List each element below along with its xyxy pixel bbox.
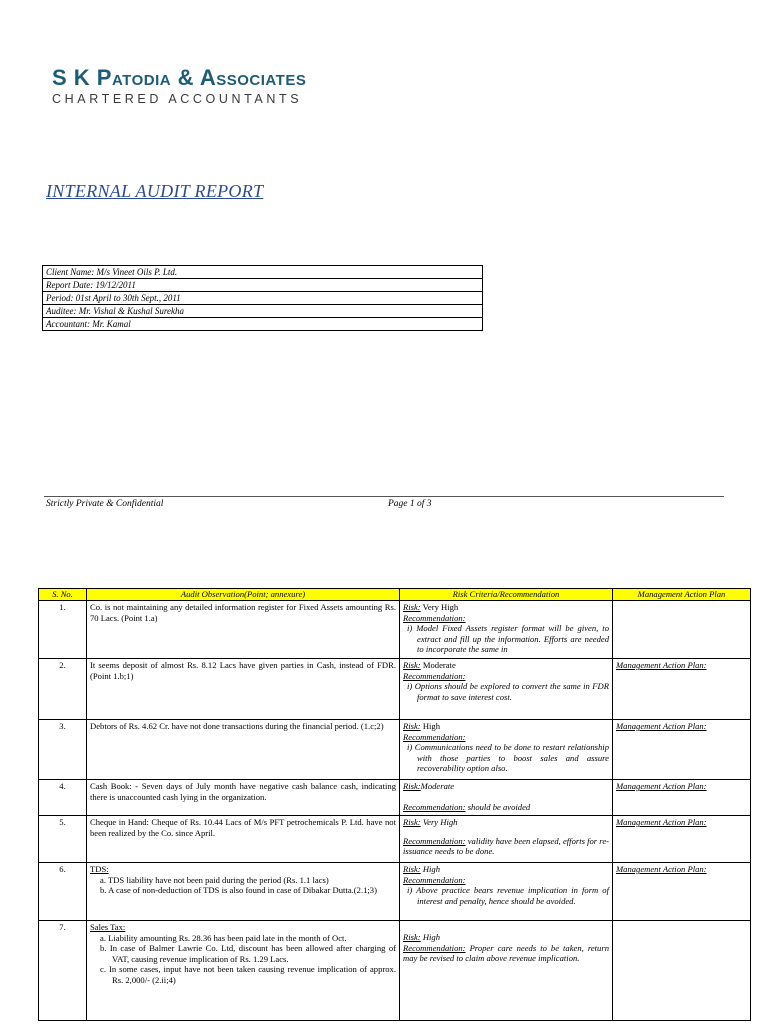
row-observation: [87, 921, 400, 1021]
audit-period: Period: 01st April to 30th Sept., 2011: [43, 292, 482, 305]
observation-heading: Sales Tax:: [90, 922, 126, 932]
risk-label: Risk:: [403, 660, 421, 670]
table-row: [39, 921, 751, 1021]
risk-label: Risk:: [403, 817, 421, 827]
row-observation: Cash Book: - Seven days of July month have negative cash balance cash, indicating there is unaccounted cash lying in the organization.: [87, 780, 400, 816]
observation-item: a. Liability amounting Rs. 28.36 has been paid late in the month of Oct.: [100, 932, 347, 943]
header-risk: Risk Criteria/Recommendation: [400, 589, 613, 601]
recommendation-text: validity have been elapsed, efforts for re-issuance needs to be done.: [403, 835, 609, 856]
recommendation-text: should be avoided: [467, 801, 531, 812]
recommendation-text: i) Options should be explored to convert the same in FDR format to save interest cost.: [407, 681, 609, 702]
recommendation-label: Recommendation:: [403, 670, 466, 681]
risk-line: [403, 817, 609, 828]
row-observation: [87, 863, 400, 921]
recommendation-label: Recommendation:: [403, 835, 466, 846]
client-info-box: [42, 265, 483, 331]
risk-level: Very High: [422, 602, 459, 612]
firm-logo: [52, 66, 306, 106]
row-sno: 2.: [39, 659, 87, 720]
recommendation-label: Recommendation:: [403, 731, 466, 742]
row-action-plan: [613, 921, 751, 1021]
table-row: [39, 720, 751, 780]
observation-item: b. In case of Balmer Lawrie Co. Ltd, discount has been allowed after charging of VAT, causing revenue implication of Rs. 1.29 Lacs.: [100, 943, 396, 964]
observation-item: a. TDS liability have not been paid during the period (Rs. 1.1 lacs): [100, 874, 329, 885]
risk-level: High: [422, 864, 441, 874]
risk-line: [403, 864, 609, 875]
recommendation-line: [403, 836, 609, 857]
recommendation-label: Recommendation:: [403, 612, 466, 623]
footer-confidential: Strictly Private & Confidential: [46, 499, 164, 509]
recommendation-label: Recommendation:: [403, 874, 466, 885]
row-action-plan: Management Action Plan:: [613, 659, 751, 720]
header-action-plan: Management Action Plan: [613, 589, 751, 601]
observation-item: b. A case of non-deduction of TDS is also found in case of Dibakar Dutta.(2.1;3): [100, 885, 377, 895]
row-action-plan: Management Action Plan:: [613, 816, 751, 863]
row-risk-cell: [400, 659, 613, 720]
recommendation-label: Recommendation:: [403, 942, 466, 953]
recommendation-line: [403, 802, 609, 813]
risk-label: Risk:: [403, 602, 421, 612]
risk-label: Risk:: [403, 932, 421, 942]
recommendation-label: Recommendation:: [403, 801, 466, 812]
risk-level: Moderate: [420, 781, 455, 791]
audit-observation-table: [38, 588, 751, 1021]
observation-heading: TDS:: [90, 864, 109, 874]
row-risk-cell: [400, 816, 613, 863]
row-action-plan: Management Action Plan:: [613, 863, 751, 921]
recommendation-line: [403, 943, 609, 964]
risk-level: Moderate: [422, 660, 456, 670]
row-risk-cell: [400, 720, 613, 780]
report-date: Report Date: 19/12/2011: [43, 279, 482, 292]
row-sno: 6.: [39, 863, 87, 921]
table-row: [39, 816, 751, 863]
row-risk-cell: [400, 921, 613, 1021]
row-sno: 1.: [39, 601, 87, 659]
table-row: [39, 659, 751, 720]
row-observation: It seems deposit of almost Rs. 8.12 Lacs have given parties in Cash, instead of FDR.(Point 1.b;1): [87, 659, 400, 720]
risk-line: [403, 781, 609, 792]
report-title: INTERNAL AUDIT REPORT: [46, 181, 264, 201]
risk-level: High: [422, 932, 441, 942]
accountant: Accountant: Mr. Kamal: [46, 319, 131, 329]
row-risk-cell: [400, 863, 613, 921]
risk-label: Risk:: [403, 721, 421, 731]
row-sno: 3.: [39, 720, 87, 780]
header-observation: Audit Observation(Point; annexure): [87, 589, 400, 601]
footer-divider: [44, 496, 724, 497]
client-name: Client Name: M/s Vineet Oils P. Ltd.: [43, 266, 482, 279]
risk-level: High: [422, 721, 441, 731]
risk-level: Very High: [422, 817, 458, 827]
row-observation: Debtors of Rs. 4.62 Cr. have not done transactions during the financial period. (1.c;2): [87, 720, 400, 780]
row-sno: 4.: [39, 780, 87, 816]
recommendation-text: i) Model Fixed Assets register format will be given, to extract and fill up the information. Efforts are needed to incorporate the same in: [407, 623, 609, 654]
risk-line: [403, 932, 609, 943]
risk-line: [403, 602, 609, 613]
row-observation: Co. is not maintaining any detailed information register for Fixed Assets amounting Rs. 70 Lacs. (Point 1.a): [87, 601, 400, 659]
row-action-plan: [613, 601, 751, 659]
risk-line: [403, 660, 609, 671]
table-row: [39, 780, 751, 816]
row-action-plan: Management Action Plan:: [613, 780, 751, 816]
row-sno: 5.: [39, 816, 87, 863]
risk-label: Risk:: [403, 781, 421, 791]
row-observation: Cheque in Hand: Cheque of Rs. 10.44 Lacs of M/s PFT petrochemicals P. Ltd. have not been realized by the Co. since April.: [87, 816, 400, 863]
recommendation-text: i) Above practice bears revenue implication in form of interest and penalty, hence should be avoided.: [407, 885, 609, 906]
table-row: [39, 601, 751, 659]
table-header-row: [39, 589, 751, 601]
header-sno: S. No.: [39, 589, 87, 601]
row-sno: 7.: [39, 921, 87, 1021]
row-risk-cell: [400, 601, 613, 659]
risk-line: [403, 721, 609, 732]
recommendation-text: Proper care needs to be taken, return may be revised to claim above revenue implication.: [403, 942, 609, 963]
risk-label: Risk:: [403, 864, 421, 874]
firm-subtitle: CHARTERED ACCOUNTANTS: [52, 92, 303, 106]
footer-page-number: Page 1 of 3: [388, 499, 432, 509]
observation-item: c. In some cases, input have not been taken causing revenue implication of approx. Rs. 2,000/- (2.ii;4): [100, 964, 396, 985]
table-row: [39, 863, 751, 921]
row-risk-cell: [400, 780, 613, 816]
row-action-plan: Management Action Plan:: [613, 720, 751, 780]
firm-name: S K Patodia & Associates: [52, 65, 307, 90]
recommendation-text: i) Communications need to be done to restart relationship with those parties to boost sales and assure recoverability option also.: [407, 742, 609, 773]
auditee: Auditee: Mr. Vishal & Kushal Surekha: [43, 305, 482, 318]
